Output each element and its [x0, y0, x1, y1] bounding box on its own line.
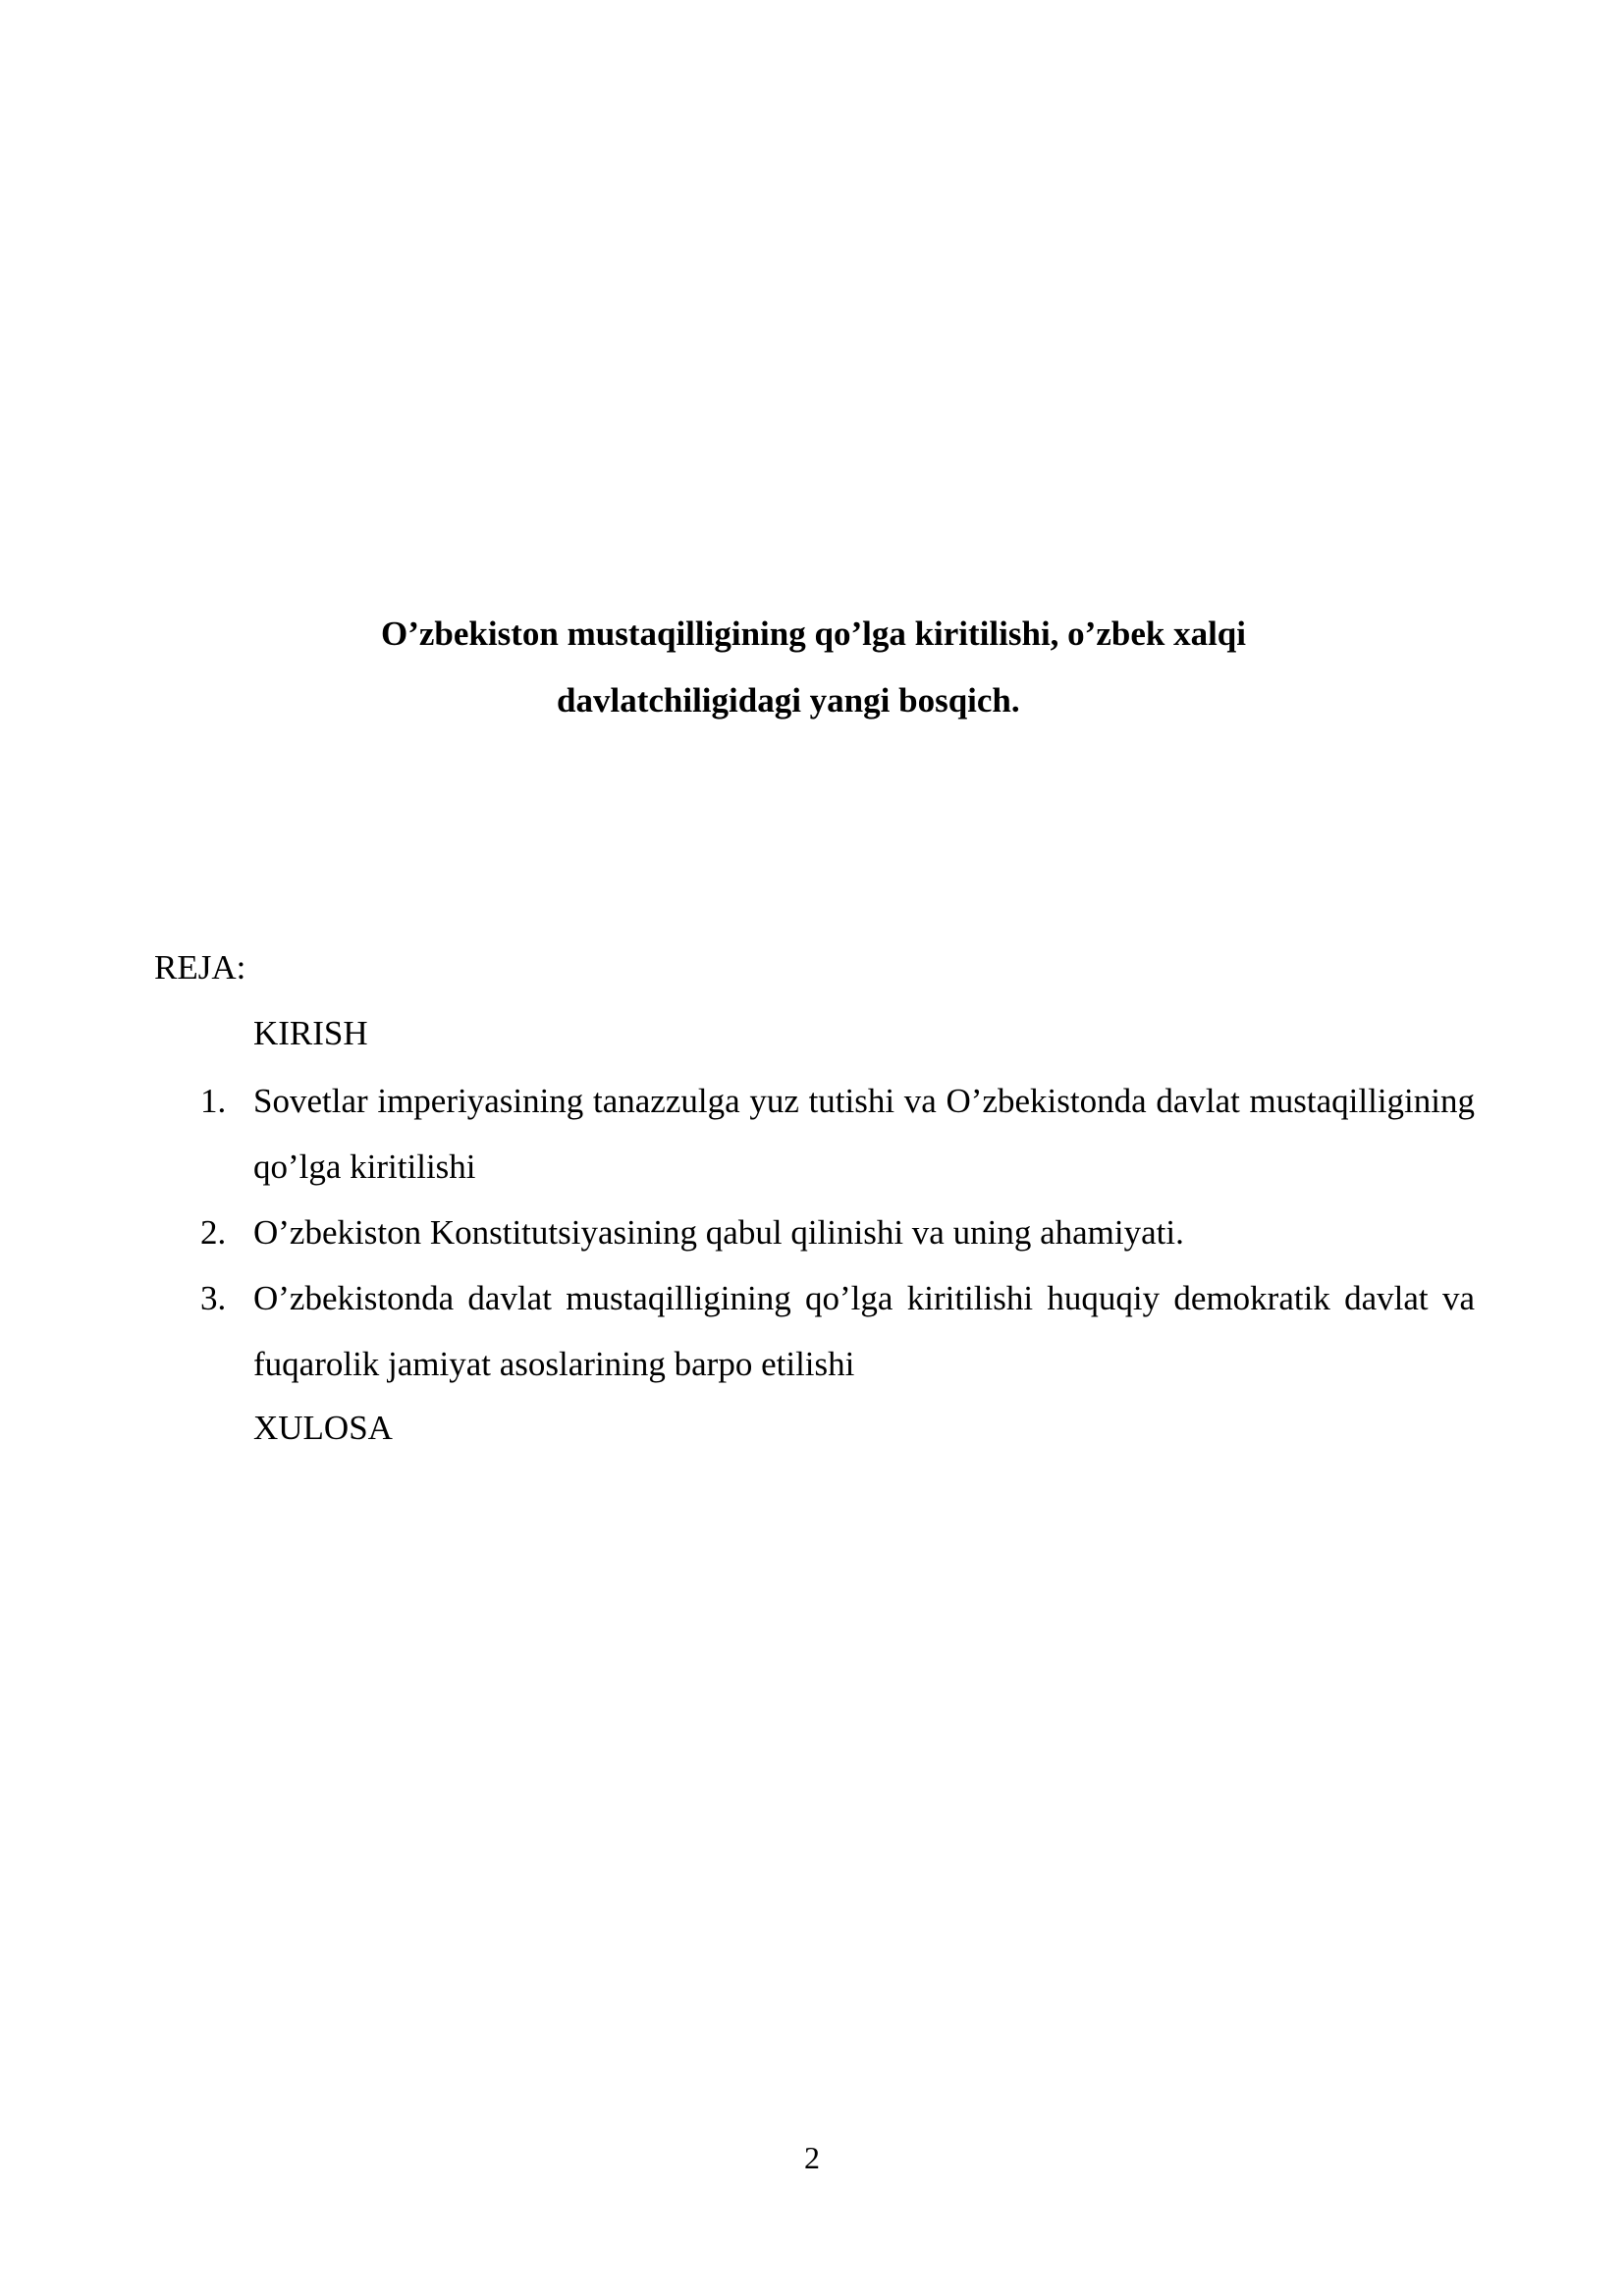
- page-number: 2: [804, 2140, 820, 2175]
- plan-item-number: 1.: [200, 1082, 227, 1120]
- plan-heading: REJA:: [154, 948, 246, 987]
- document-title-line-1: O’zbekiston mustaqilligining qo’lga kiritilishi, o’zbek xalqi: [381, 614, 1246, 653]
- plan-item: [200, 1265, 1475, 1397]
- plan-item-text: O’zbekistonda davlat mustaqilligining qo’lga kiritilishi huquqiy demokratik davlat va fuqarolik jamiyat asoslarining barpo etilishi: [253, 1279, 1475, 1383]
- intro-label: KIRISH: [253, 1014, 368, 1052]
- plan-item: [200, 1200, 1475, 1265]
- conclusion-label: XULOSA: [253, 1409, 393, 1447]
- plan-item-text: Sovetlar imperiyasining tanazzulga yuz tutishi va O’zbekistonda davlat mustaqilligining qo’lga kiritilishi: [253, 1082, 1475, 1186]
- document-title-line-2: davlatchiligidagi yangi bosqich.: [557, 681, 1020, 720]
- plan-item-number: 2.: [200, 1213, 227, 1252]
- plan-item-number: 3.: [200, 1279, 227, 1317]
- plan-item-text: O’zbekiston Konstitutsiyasining qabul qilinishi va uning ahamiyati.: [253, 1213, 1184, 1252]
- plan-item: [200, 1068, 1475, 1200]
